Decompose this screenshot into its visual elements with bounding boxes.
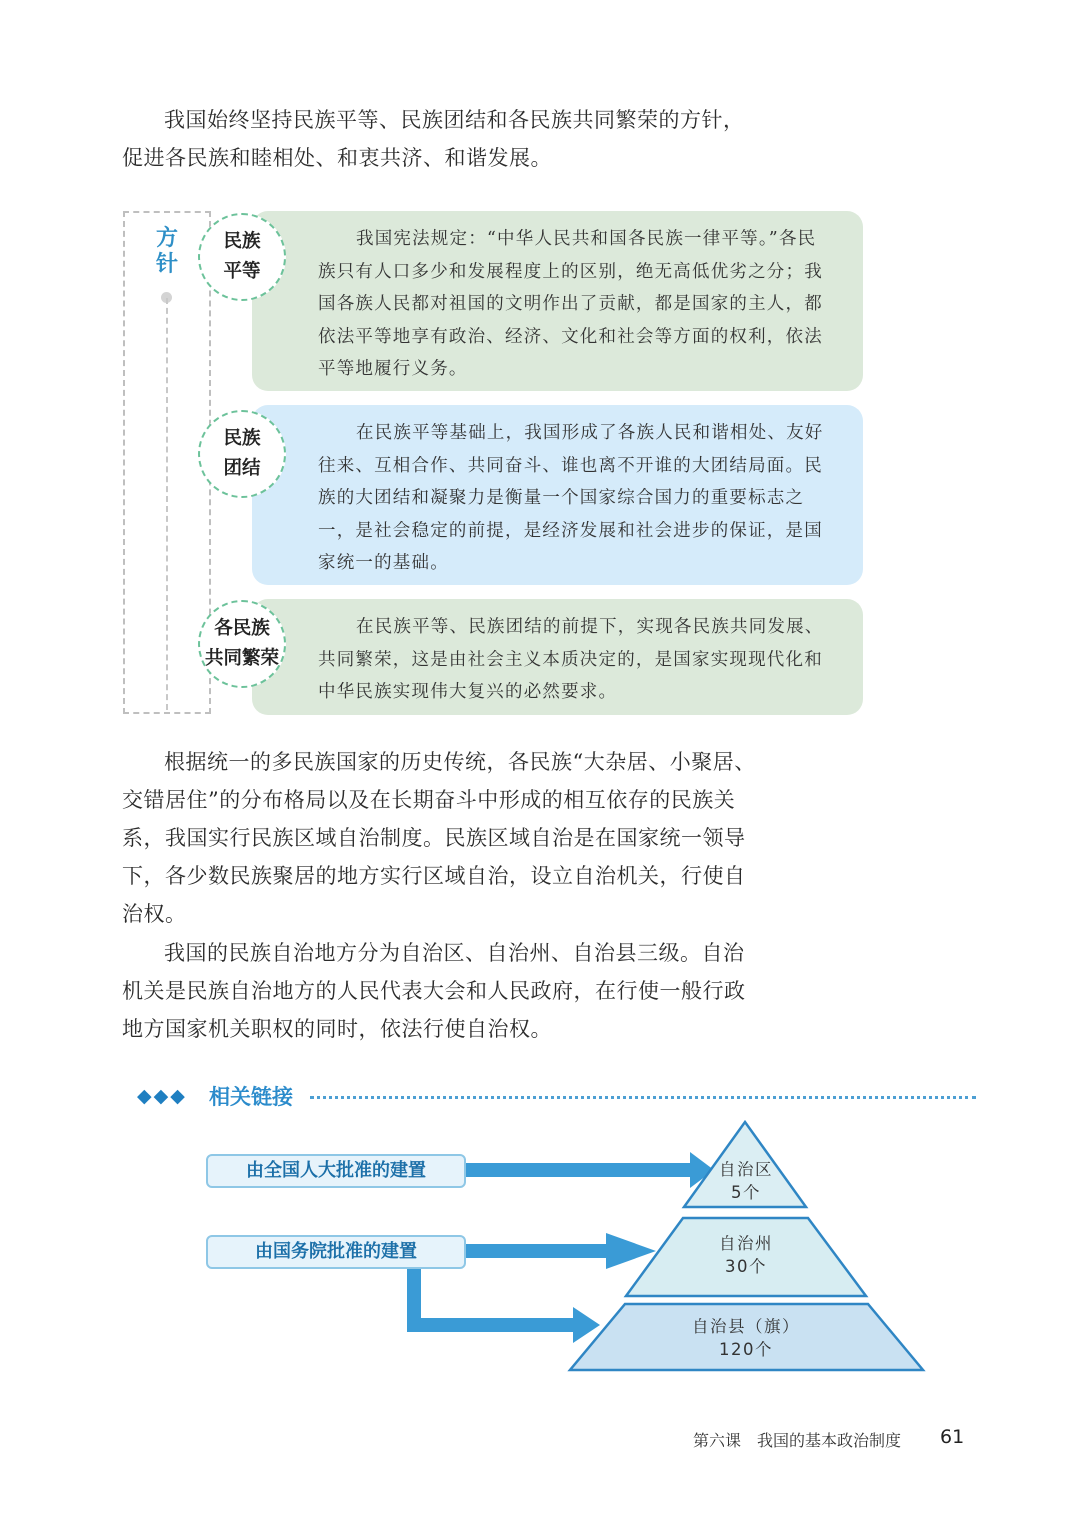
- state-council-approval-label: 由国务院批准的建置: [206, 1235, 466, 1269]
- policy-side-label-1: 方: [155, 226, 178, 251]
- panel-prosperity-text: 在民族平等、民族团结的前提下，实现各民族共同发展、共同繁荣，这是由社会主义本质决定的，是国家实现现代化和中华民族实现伟大复兴的必然要求。: [318, 617, 824, 702]
- arrow-2-shaft: [462, 1244, 610, 1258]
- footer-lesson-title: 第六课 我国的基本政治制度: [693, 1431, 902, 1450]
- tier-bottom-name: 自治县（旗）: [692, 1317, 800, 1336]
- tier-bottom-label: [666, 1315, 826, 1361]
- page-number: 61: [940, 1426, 965, 1448]
- circle-equality-line2: 平等: [223, 261, 261, 282]
- tier-top-name: 自治区: [719, 1160, 773, 1179]
- circle-prosperity-line1: 各民族: [214, 618, 270, 639]
- circle-unity-line1: 民族: [223, 428, 261, 449]
- circle-prosperity-line2: 共同繁荣: [204, 648, 279, 669]
- arrow-1-shaft: [462, 1163, 694, 1177]
- intro-paragraph: 我国始终坚持民族平等、民族团结和各民族共同繁荣的方针，促进各民族和睦相处、和衷共济、和谐发展。: [122, 108, 745, 170]
- diamond-icons: ◆◆◆: [137, 1085, 187, 1107]
- tier-middle-name: 自治州: [719, 1234, 773, 1253]
- tier-bottom-count: 120个: [719, 1340, 773, 1359]
- paragraph-regional-autonomy: 根据统一的多民族国家的历史传统，各民族“大杂居、小聚居、交错居住”的分布格局以及在长期奋斗中形成的相互依存的民族关系，我国实行民族区域自治制度。民族区域自治是在国家统一领导下，各少数民族聚居的地方实行区域自治，设立自治机关，行使自治权。: [122, 750, 756, 926]
- policy-side-label-2: 针: [155, 252, 178, 277]
- tier-top-count: 5个: [731, 1183, 761, 1202]
- national-congress-approval-label: 由全国人大批准的建置: [206, 1154, 466, 1188]
- tier-middle-count: 30个: [725, 1257, 767, 1276]
- circle-unity-line2: 团结: [223, 458, 261, 479]
- panel-unity-text: 在民族平等基础上，我国形成了各族人民和谐相处、友好往来、互相合作、共同奋斗、谁也离不开谁的大团结局面。民族的大团结和凝聚力是衡量一个国家综合国力的重要标志之一，是社会稳定的前提，是经济发展和社会进步的保证，是国家统一的基础。: [318, 423, 824, 573]
- tier-middle-label: [686, 1232, 806, 1278]
- related-link-title: 相关链接: [209, 1085, 293, 1109]
- paragraph-autonomous-levels: 我国的民族自治地方分为自治区、自治州、自治县三级。自治机关是民族自治地方的人民代表大会和人民政府，在行使一般行政地方国家机关职权的同时，依法行使自治权。: [122, 941, 746, 1041]
- tier-top-label: [705, 1158, 787, 1204]
- arrow-3-shaft: [407, 1318, 577, 1332]
- panel-equality-text: 我国宪法规定：“中华人民共和国各民族一律平等。”各民族只有人口多少和发展程度上的区别，绝无高低优劣之分；我国各族人民都对祖国的文明作出了贡献，都是国家的主人，都依法平等地享有政治、经济、文化和社会等方面的权利，依法平等地履行义务。: [318, 229, 823, 379]
- circle-equality-line1: 民族: [223, 231, 261, 252]
